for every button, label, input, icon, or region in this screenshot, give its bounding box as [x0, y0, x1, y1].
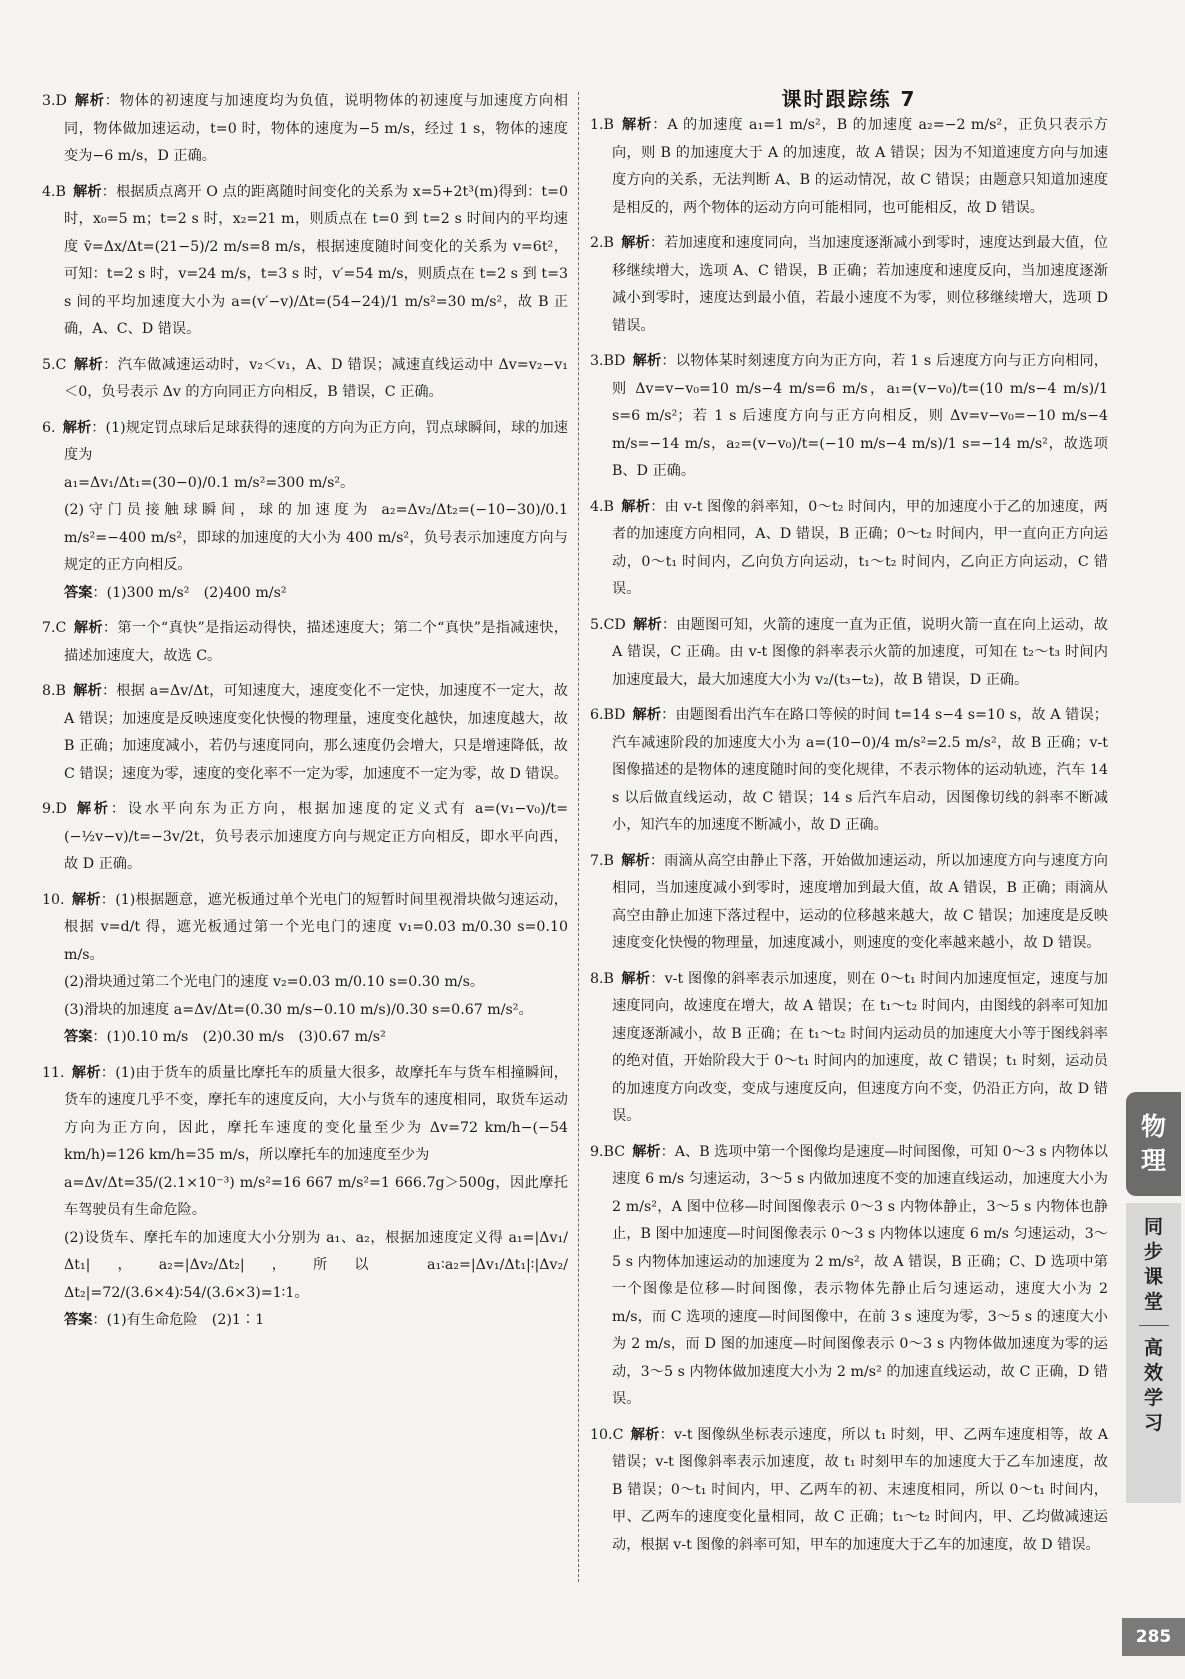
item-label: 1.B: [590, 117, 622, 133]
item-text: ：由 v-t 图像的斜率知，0～t₂ 时间内，甲的加速度小于乙的加速度，两者的加速度方向相同，A、D 错误，B 正确；0～t₂ 时间内，甲一直向正方向运动，0～t₁ 时间内，乙向负方向运动，t₁～t₂ 时间内，乙向正方向运动，C 错误。: [612, 498, 1108, 597]
answer-tag: 答案: [64, 584, 93, 601]
analysis-tag: 解析: [632, 616, 662, 633]
answer-paragraph: [42, 997, 568, 1025]
page-number: 285: [1122, 1618, 1185, 1656]
left-column: [42, 88, 568, 1335]
item-text: ：根据 a=Δv/Δt，可知速度大，速度变化不一定快，加速度不一定大，故 A 错误；加速度是反映速度变化快慢的物理量，速度变化越快，加速度越大，故 B 正确；加速度减小，若仍与速度同向，那么速度仍会增大，只是增速降低，故 C 错误；速度为零，速度的变化率不一定为零，加速度不一定为零，故 D 错误。: [64, 683, 568, 782]
series-bottom-label: [1144, 1336, 1163, 1436]
item-text: a₁=Δv₁/Δt₁=(30−0)/0.1 m/s²=300 m/s²。: [64, 474, 355, 491]
answer-item: [590, 1422, 1108, 1560]
analysis-tag: 解析: [71, 1064, 101, 1081]
item-text: ：v-t 图像纵坐标表示速度，所以 t₁ 时刻，甲、乙两车速度相等，故 A 错误；v-t 图像斜率表示加速度，故 t₁ 时刻甲车的加速度大于乙车加速度，故 B 错误；0～t₁ 时间内，甲、乙两车的初、末速度相同，所以 0～t₁ 时间内，甲、乙两车的速度变化量相同，故 C 正确；t₁～t₂ 时间内，甲、乙均做减速运动，根据 v-t 图像的斜率可知，甲车的加速度大于乙车的加速度，故 D 错误。: [612, 1426, 1108, 1553]
analysis-tag: 解析: [621, 852, 650, 869]
tab-char: 堂: [1143, 1291, 1163, 1313]
analysis-tag: 解析: [74, 93, 105, 109]
analysis-tag: 解析: [73, 683, 102, 699]
item-label: 8.B: [42, 683, 74, 699]
item-text: ：设水平向东为正方向，根据加速度的定义式有 a=(v₁−v₀)/t=(−½v−v)/t=−3v/2t，负号表示加速度方向与规定正方向相反，即水平向西，故 D 正确。: [64, 801, 568, 872]
analysis-tag: 解析: [632, 1143, 661, 1160]
item-text: ：物体的初速度与加速度均为负值，说明物体的初速度与加速度方向相同，物体做加速运动，t=0 时，物体的速度为−5 m/s，经过 1 s，物体的速度变为−6 m/s，D 正确。: [64, 93, 568, 164]
item-label: 6.BD: [590, 707, 633, 723]
section-title: 课时跟踪练 7: [781, 87, 917, 111]
item-spacer: [590, 1414, 1108, 1422]
tab-char: 同: [1143, 1216, 1163, 1238]
item-text: ：第一个“真快”是指运动得快，描述速度大；第二个“真快”是指减速快，描述加速度大，故选 C。: [64, 620, 568, 664]
item-label: 6.: [42, 419, 63, 436]
item-text: ：(1)由于货车的质量比摩托车的质量大很多，故摩托车与货车相撞瞬间，货车的速度几乎不变，摩托车的速度反向，大小与货车的速度相同，取货车运动方向为正方向，因此，摩托车速度的变化量至少为 Δv=72 km/h−(−54 km/h)=126 km/h=35 m/s，所以摩托车的加速度至少为: [64, 1064, 568, 1163]
item-spacer: [590, 694, 1108, 702]
item-text: ：汽车做减速运动时，v₂＜v₁，A、D 错误；减速直线运动中 Δv=v₂−v₁＜0，负号表示 Δv 的方向同正方向相反，B 错误，C 正确。: [64, 356, 568, 400]
answer-item: [590, 612, 1108, 695]
item-spacer: [42, 607, 568, 615]
item-label: 5.C: [42, 356, 74, 373]
analysis-tag: 解析: [621, 117, 653, 133]
answer-paragraph: [42, 1024, 568, 1052]
series-separator: [1139, 1325, 1169, 1326]
item-spacer: [590, 222, 1108, 230]
item-label: 11.: [42, 1064, 72, 1081]
series-tab: [1126, 1203, 1181, 1503]
item-label: 7.C: [42, 620, 74, 636]
answer-item: [590, 966, 1108, 1131]
answer-paragraph: [42, 497, 568, 580]
item-label: 7.B: [590, 852, 622, 869]
item-text: a=Δv/Δt=35/(2.1×10⁻³) m/s²=16 667 m/s²=1 666.7g＞500g，因此摩托车驾驶员有生命危险。: [64, 1174, 568, 1218]
tab-char: 高: [1143, 1337, 1163, 1359]
item-spacer: [590, 486, 1108, 494]
right-column: [590, 88, 1108, 1559]
answer-paragraph: [42, 1225, 568, 1308]
tab-char: 学: [1143, 1387, 1163, 1409]
answer-item: [42, 615, 568, 670]
item-text: ：由题图看出汽车在路口等候的时间 t=14 s−4 s=10 s，故 A 错误；汽车减速阶段的加速度大小为 a=(10−0)/4 m/s²=2.5 m/s²，故 B 正确；v-t 图像描述的是物体的速度随时间的变化规律，不表示物体的运动轨迹，汽车 14 s 以后做直线运动，故 C 错误；14 s 后汽车启动，因图像切线的斜率不断减小，知汽车的加速度不断减小，故 D 正确。: [612, 707, 1108, 833]
item-label: 9.BC: [590, 1143, 633, 1160]
item-text: ：A、B 选项中第一个图像均是速度—时间图像，可知 0～3 s 内物体以速度 6 m/s 匀速运动，3～5 s 内做加速度不变的加速直线运动，加速度大小为 2 m/s²，A 图中位移—时间图像表示 0～3 s 内物体静止，3～5 s 内物体也静止，B 图中加速度—时间图像表示 0～3 s 内物体以速度 6 m/s 匀速运动，3～5 s 内物体加速运动的加速度为 2 m/s²，故 A 错误，B 正确；C、D 选项中第一个图像是位移—时间图像，表示物体先静止后匀速运动，速度大小为 2 m/s，而 C 选项的速度—时间图像中，在前 3 s 速度为零，3～5 s 的速度大小为 2 m/s，而 D 图的加速度—时间图像表示 0～3 s 内物体做加速度为零的运动，3～5 s 内物体做加速度大小为 2 m/s² 的加速直线运动，故 C 正确，D 错误。: [612, 1143, 1108, 1407]
item-spacer: [42, 670, 568, 678]
right-column-items: [590, 112, 1108, 1559]
series-top-label: [1144, 1215, 1163, 1315]
answer-paragraph: [42, 580, 568, 608]
analysis-tag: 解析: [71, 891, 101, 908]
tab-char: 习: [1143, 1412, 1163, 1434]
answer-item: [42, 88, 568, 171]
item-label: 4.B: [590, 498, 622, 515]
item-text: ：(1)规定罚点球后足球获得的速度的方向为正方向，罚点球瞬间，球的加速度为: [64, 419, 568, 463]
item-text: ：(1)300 m/s² (2)400 m/s²: [92, 584, 287, 601]
tab-char: 效: [1143, 1362, 1163, 1384]
analysis-tag: 解析: [62, 419, 92, 436]
tab-char: 理: [1140, 1146, 1166, 1175]
item-label: 5.CD: [590, 616, 633, 633]
item-label: 9.D: [42, 801, 75, 817]
item-text: ：(1)有生命危险 (2)1∶1: [92, 1312, 265, 1328]
analysis-tag: 解析: [73, 356, 104, 373]
item-label: 2.B: [590, 235, 622, 251]
answer-item: [42, 1060, 568, 1170]
tab-char: 物: [1140, 1112, 1166, 1141]
answer-item: [42, 179, 568, 344]
item-spacer: [42, 407, 568, 415]
item-text: ：以物体某时刻速度方向为正方向，若 1 s 后速度方向与正方向相同，则 Δv=v−v₀=10 m/s−4 m/s=6 m/s，a₁=(v−v₀)/t=(10 m/s−4 m/s)/1 s=6 m/s²；若 1 s 后速度方向与正方向相反，则 Δv=v−v₀=−10 m/s−4 m/s=−14 m/s，a₂=(v−v₀)/t=(−10 m/s−4 m/s)/1 s=−14 m/s²，故选项 B、D 正确。: [612, 353, 1108, 479]
item-text: ：(1)0.10 m/s (2)0.30 m/s (3)0.67 m/s²: [92, 1029, 386, 1045]
analysis-tag: 解析: [73, 620, 103, 636]
item-text: (2)滑块通过第二个光电门的速度 v₂=0.03 m/0.10 s=0.30 m/s。: [64, 974, 485, 990]
item-text: ：(1)根据题意，遮光板通过单个光电门的短暂时间里视滑块做匀速运动，根据 v=d/t 得，遮光板通过第一个光电门的速度 v₁=0.03 m/0.30 s=0.10 m/s。: [64, 891, 568, 963]
item-text: (2)守门员接触球瞬间，球的加速度为 a₂=Δv₂/Δt₂=(−10−30)/0.1 m/s²=−400 m/s²，即球的加速度的大小为 400 m/s²，负号表示加速度方向与规定的正方向相反。: [64, 502, 568, 573]
item-label: 8.B: [590, 970, 622, 987]
item-text: ：v-t 图像的斜率表示加速度，则在 0～t₁ 时间内加速度恒定，速度与加速度同向，故速度在增大，故 A 错误；在 t₁～t₂ 时间内，由图线的斜率可知加速度逐渐减小，故 B 正确；在 t₁～t₂ 时间内运动员的加速度大小等于图线斜率的绝对值，开始阶段大于 0～t₁ 时间内的加速度，故 C 错误；t₁ 时刻，运动员的加速度方向改变，变成与速度反向，但速度方向不变，仍沿正方向，故 D 错误。: [612, 970, 1108, 1124]
item-label: 4.B: [42, 183, 74, 200]
answer-item: [590, 702, 1108, 840]
answer-tag: 答案: [64, 1029, 93, 1045]
answer-item: [590, 230, 1108, 340]
answer-tag: 答案: [64, 1312, 93, 1328]
item-spacer: [590, 840, 1108, 848]
item-spacer: [590, 604, 1108, 612]
item-spacer: [590, 1131, 1108, 1139]
item-text: ：雨滴从高空由静止下落，开始做加速运动，所以加速度方向与速度方向相同，当加速度减小到零时，速度增加到最大值，故 A 错误，B 正确；雨滴从高空由静止加速下落过程中，运动的位移越来越大，故 C 错误；加速度是反映速度变化快慢的物理量，加速度减小，则速度的变化率越来越小，故 D 错误。: [612, 852, 1108, 951]
item-spacer: [42, 344, 568, 352]
item-spacer: [42, 1052, 568, 1060]
item-spacer: [590, 958, 1108, 966]
answer-item: [590, 848, 1108, 958]
subject-tab: [1126, 1092, 1181, 1196]
answer-item: [42, 796, 568, 879]
item-text: (3)滑块的加速度 a=Δv/Δt=(0.30 m/s−0.10 m/s)/0.30 s=0.67 m/s²。: [64, 1001, 533, 1018]
answer-item: [590, 1139, 1108, 1414]
answer-item: [590, 348, 1108, 486]
column-divider: [578, 92, 579, 1582]
analysis-tag: 解析: [621, 970, 651, 987]
analysis-tag: 解析: [74, 801, 111, 817]
item-label: 3.BD: [590, 353, 633, 369]
item-text: ：若加速度和速度同向，当加速度逐渐减小到零时，速度达到最大值，位移继续增大，选项 A、C 错误，B 正确；若加速度和速度反向，当加速度逐渐减小到零时，速度达到最小值，若最小速度不为零，则位移继续增大，选项 D 错误。: [612, 235, 1108, 334]
analysis-tag: 解析: [621, 498, 651, 515]
answer-paragraph: [42, 1170, 568, 1225]
item-text: ：由题图可知，火箭的速度一直为正值，说明火箭一直在向上运动，故 A 错误，C 正确。由 v-t 图像的斜率表示火箭的加速度，可知在 t₂～t₃ 时间内加速度最大，最大加速度大小为 v₂/(t₃−t₂)，故 B 错误，D 正确。: [612, 616, 1108, 688]
item-spacer: [42, 788, 568, 796]
item-text: ：根据质点离开 O 点的距离随时间变化的关系为 x=5+2t³(m)得到：t=0 时，x₀=5 m；t=2 s 时，x₂=21 m，则质点在 t=0 到 t=2 s 时间内的平均速度 v̄=Δx/Δt=(21−5)/2 m/s=8 m/s，根据速度随时间变化的关系为 v=6t²，可知：t=2 s 时，v=24 m/s，t=3 s 时，v′=54 m/s，则质点在 t=2 s 到 t=3 s 间的平均加速度大小为 a=(v′−v)/Δt=(54−24)/1 m/s²=30 m/s²，故 B 正确，A、C、D 错误。: [64, 183, 568, 337]
answer-paragraph: [42, 470, 568, 498]
analysis-tag: 解析: [632, 353, 662, 369]
item-spacer: [42, 171, 568, 179]
answer-item: [42, 887, 568, 970]
answer-item: [590, 112, 1108, 222]
item-label: 10.C: [590, 1426, 631, 1443]
answer-paragraph: [42, 969, 568, 997]
analysis-tag: 解析: [632, 707, 662, 723]
answer-item: [42, 678, 568, 788]
item-spacer: [42, 879, 568, 887]
item-spacer: [590, 340, 1108, 348]
tab-char: 步: [1143, 1241, 1163, 1263]
item-label: 10.: [42, 891, 72, 908]
analysis-tag: 解析: [630, 1426, 660, 1443]
analysis-tag: 解析: [73, 183, 102, 200]
tab-char: 课: [1143, 1266, 1163, 1288]
answer-item: [42, 415, 568, 470]
item-text: ：A 的加速度 a₁=1 m/s²，B 的加速度 a₂=−2 m/s²，正负只表示方向，则 B 的加速度大于 A 的加速度，故 A 错误；因为不知道速度方向与加速度方向的关系，无法判断 A、B 的运动情况，故 C 错误；由题意只知道加速度是相反的，两个物体的运动方向可能相同，也可能相反，故 D 错误。: [612, 117, 1108, 216]
answer-item: [42, 352, 568, 407]
analysis-tag: 解析: [621, 235, 650, 251]
item-text: (2)设货车、摩托车的加速度大小分别为 a₁、a₂，根据加速度定义得 a₁=|Δv₁/Δt₁|，a₂=|Δv₂/Δt₂|，所以 a₁∶a₂=|Δv₁/Δt₁|∶|Δv₂/Δt₂|=72/(3.6×4)∶54/(3.6×3)=1∶1。: [64, 1229, 568, 1301]
answer-item: [590, 494, 1108, 604]
item-label: 3.D: [42, 93, 75, 109]
answer-paragraph: [42, 1307, 568, 1335]
